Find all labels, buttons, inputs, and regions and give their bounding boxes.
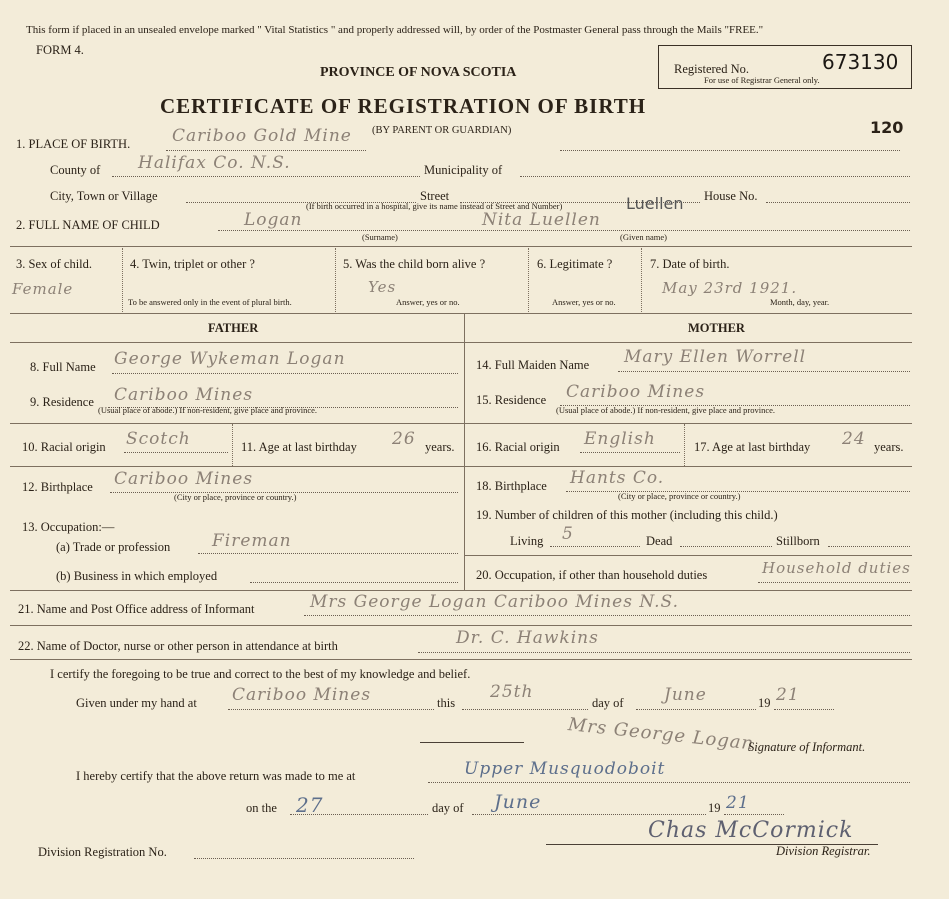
mother-name-label: 14. Full Maiden Name xyxy=(476,358,590,372)
given-name-note: (Given name) xyxy=(620,232,667,242)
mother-residence-note: (Usual place of abode.) If non-resident, give place and province. xyxy=(556,405,776,415)
sex-label: 3. Sex of child. xyxy=(16,257,93,271)
father-header: FATHER xyxy=(208,321,259,335)
county-label: County of xyxy=(50,163,101,177)
date-of-birth-label: 7. Date of birth. xyxy=(650,257,730,271)
registrar-day-value: 27 xyxy=(296,793,324,817)
alive-label: 5. Was the child born alive ? xyxy=(343,257,486,271)
father-residence-label: 9. Residence xyxy=(30,395,94,409)
place-of-birth-label: 1. PLACE OF BIRTH. xyxy=(16,137,131,151)
children-count-label: 19. Number of children of this mother (including this child.) xyxy=(476,508,778,522)
informant-value: Mrs George Logan Cariboo Mines N.S. xyxy=(310,592,679,612)
city-label: City, Town or Village xyxy=(50,189,158,203)
mother-birthplace-label: 18. Birthplace xyxy=(476,479,547,493)
county-value: Halifax Co. N.S. xyxy=(138,153,291,173)
registrar-on-the-label: on the xyxy=(246,801,277,815)
given-year-prefix: 19 xyxy=(758,696,771,710)
registrar-month-value: June xyxy=(494,791,542,813)
corner-number: 120 xyxy=(870,118,904,137)
registrar-year-prefix: 19 xyxy=(708,801,721,815)
mother-years-label: years. xyxy=(874,440,904,454)
dead-label: Dead xyxy=(646,534,673,548)
municipality-label: Municipality of xyxy=(424,163,503,177)
date-of-birth-value: May 23rd 1921. xyxy=(662,279,798,297)
child-surname-value: Logan xyxy=(244,210,303,230)
registered-number: 673130 xyxy=(822,50,899,74)
doctor-label: 22. Name of Doctor, nurse or other person in attendance at birth xyxy=(18,639,338,653)
father-residence-note: (Usual place of abode.) If non-resident, give place and province. xyxy=(98,405,318,415)
living-value: 5 xyxy=(562,524,574,544)
alive-value: Yes xyxy=(368,278,397,296)
father-trade-value: Fireman xyxy=(212,531,292,551)
registrar-signature: Chas McCormick xyxy=(648,818,854,843)
place-of-birth-value: Cariboo Gold Mine xyxy=(172,126,352,146)
given-month-value: June xyxy=(664,685,707,705)
form-number: FORM 4. xyxy=(36,43,84,57)
mother-header: MOTHER xyxy=(688,321,745,335)
informant-signature: Mrs George Logan xyxy=(566,714,756,755)
mother-residence-label: 15. Residence xyxy=(476,393,547,407)
child-name-label: 2. FULL NAME OF CHILD xyxy=(16,218,160,232)
mother-occupation-label: 20. Occupation, if other than household duties xyxy=(476,568,708,582)
province-title: PROVINCE OF NOVA SCOTIA xyxy=(320,65,517,80)
mother-racial-value: English xyxy=(584,429,656,449)
division-registration-label: Division Registration No. xyxy=(38,845,167,859)
date-of-birth-note: Month, day, year. xyxy=(770,297,830,307)
given-place-value: Cariboo Mines xyxy=(232,685,372,705)
doctor-value: Dr. C. Hawkins xyxy=(456,628,599,648)
father-birthplace-label: 12. Birthplace xyxy=(22,480,93,494)
registered-label: Registered No. xyxy=(674,62,749,76)
given-year-value: 21 xyxy=(776,685,800,705)
father-age-value: 26 xyxy=(392,429,416,449)
father-name-label: 8. Full Name xyxy=(30,360,96,374)
registrar-signature-label: Division Registrar. xyxy=(776,844,871,858)
given-under-label: Given under my hand at xyxy=(76,696,197,710)
mother-occupation-value: Household duties xyxy=(762,559,911,577)
certify-statement: I certify the foregoing to be true and correct to the best of my knowledge and belief. xyxy=(50,667,471,681)
father-racial-value: Scotch xyxy=(126,429,191,449)
legitimate-note: Answer, yes or no. xyxy=(552,297,616,307)
stillborn-label: Stillborn xyxy=(776,534,820,548)
father-years-label: years. xyxy=(425,440,455,454)
certificate-subtitle: (BY PARENT OR GUARDIAN) xyxy=(372,125,512,136)
this-label: this xyxy=(437,696,456,710)
sex-value: Female xyxy=(12,280,74,298)
informant-signature-label: Signature of Informant. xyxy=(748,740,866,754)
father-residence-value: Cariboo Mines xyxy=(114,385,254,405)
twin-label: 4. Twin, triplet or other ? xyxy=(130,257,255,271)
registrar-day-of-label: day of xyxy=(432,801,464,815)
father-birthplace-value: Cariboo Mines xyxy=(114,469,254,489)
living-label: Living xyxy=(510,534,544,548)
street-note: (If birth occurred in a hospital, give its name instead of Street and Number) xyxy=(306,201,563,211)
registrar-year-value: 21 xyxy=(726,793,750,813)
mother-age-label: 17. Age at last birthday xyxy=(694,440,811,454)
mother-name-value: Mary Ellen Worrell xyxy=(624,347,807,367)
certificate-title: CERTIFICATE OF REGISTRATION OF BIRTH xyxy=(160,94,647,118)
father-name-value: George Wykeman Logan xyxy=(114,349,346,369)
mother-birthplace-value: Hants Co. xyxy=(570,468,665,488)
legitimate-label: 6. Legitimate ? xyxy=(537,257,613,271)
given-day-of-label: day of xyxy=(592,696,624,710)
father-age-label: 11. Age at last birthday xyxy=(241,440,357,454)
mother-birthplace-note: (City or place, province or country.) xyxy=(618,491,741,501)
father-racial-label: 10. Racial origin xyxy=(22,440,106,454)
registrar-note: For use of Registrar General only. xyxy=(704,75,820,85)
house-label: House No. xyxy=(704,189,758,203)
alive-note: Answer, yes or no. xyxy=(396,297,460,307)
mail-notice: This form if placed in an unsealed envelope marked " Vital Statistics " and properly addressed will, by order of the Postmaster General pass through the Mails "FREE." xyxy=(26,24,764,36)
twin-note: To be answered only in the event of plural birth. xyxy=(128,297,292,307)
registrar-certify-label: I hereby certify that the above return was made to me at xyxy=(76,769,356,783)
registrar-place-value: Upper Musquodoboit xyxy=(464,759,666,779)
father-business-label: (b) Business in which employed xyxy=(56,569,218,583)
mother-age-value: 24 xyxy=(842,429,866,449)
father-birthplace-note: (City or place, province or country.) xyxy=(174,492,297,502)
surname-note: (Surname) xyxy=(362,232,398,242)
child-given-value: Nita Luellen xyxy=(482,210,601,230)
informant-label: 21. Name and Post Office address of Informant xyxy=(18,602,255,616)
father-trade-label: (a) Trade or profession xyxy=(56,540,171,554)
street-label: Street xyxy=(420,189,450,203)
mother-residence-value: Cariboo Mines xyxy=(566,382,706,402)
father-occupation-label: 13. Occupation:— xyxy=(22,520,115,534)
given-name-correction: Luellen xyxy=(626,194,684,213)
mother-racial-label: 16. Racial origin xyxy=(476,440,560,454)
given-day-value: 25th xyxy=(490,682,534,702)
